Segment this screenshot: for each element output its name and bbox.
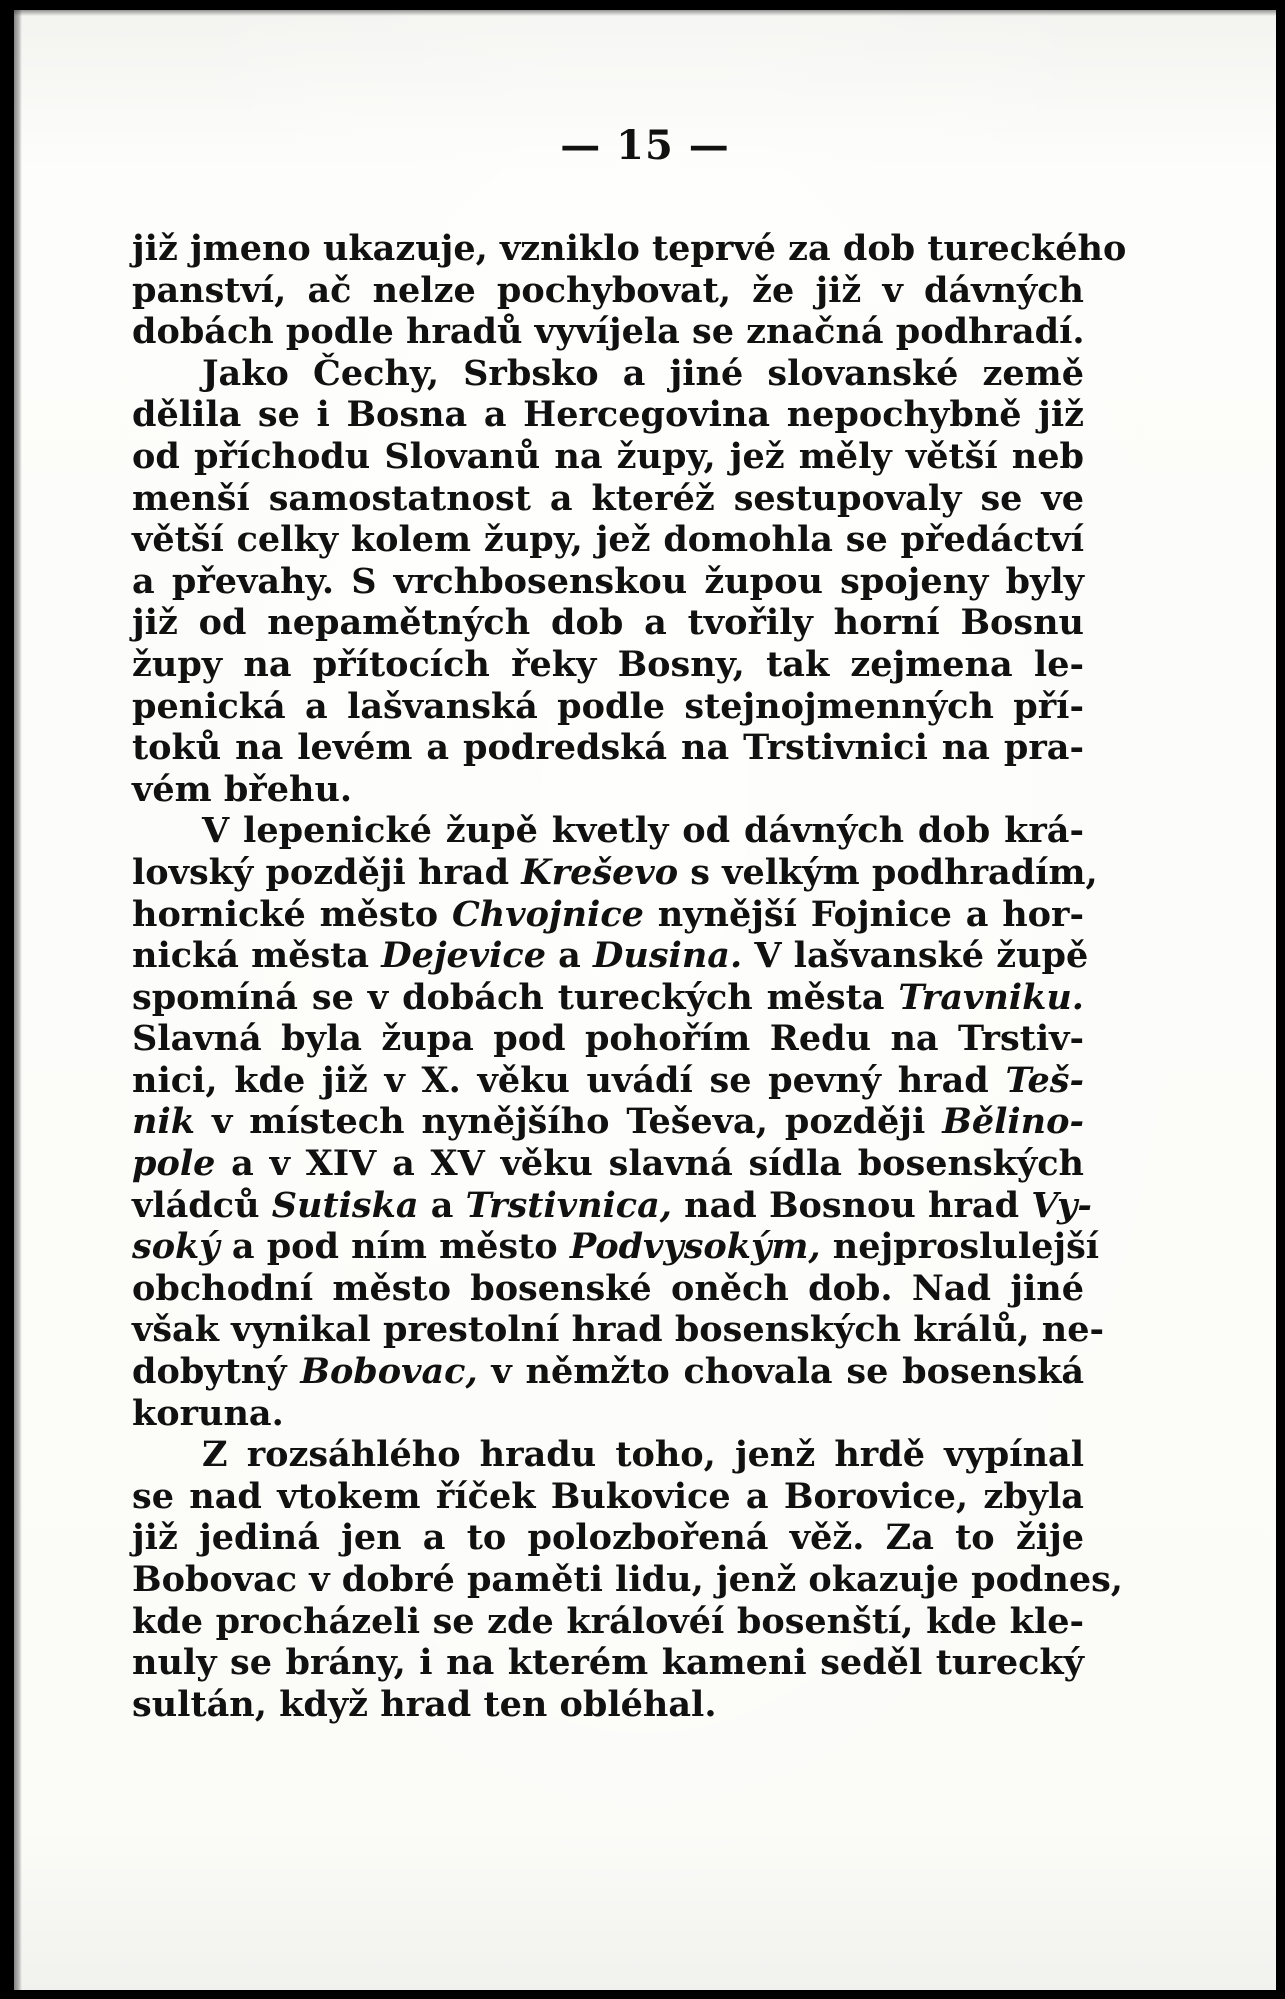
page-number: — 15 —	[560, 122, 730, 169]
italic-place-name: Bělino-	[942, 1101, 1084, 1143]
text-segment: koruna.	[132, 1392, 284, 1434]
text-segment: však vynikal prestolní hrad bosenských králů, ne-	[132, 1309, 1105, 1351]
text-segment: a	[418, 1184, 466, 1226]
text-line	[132, 228, 1127, 270]
text-line	[132, 1309, 1105, 1351]
text-segment: v místech nynějšího Teševa, později	[195, 1101, 943, 1143]
text-segment: nuly se brány, i na kterém kameni seděl turecký	[132, 1642, 1084, 1684]
text-line	[132, 1559, 1123, 1601]
text-line	[132, 686, 1084, 728]
text-segment: hornické město	[132, 893, 452, 935]
text-line	[132, 602, 1084, 644]
italic-place-name: Kreševo	[521, 851, 679, 893]
text-line	[132, 478, 1084, 520]
text-line	[132, 1184, 1092, 1227]
text-segment: V lepenické župě kvetly od dávných dob krá-	[202, 810, 1084, 852]
italic-place-name: nik	[132, 1101, 195, 1143]
italic-place-name: Dusina.	[593, 935, 743, 977]
paragraph	[132, 353, 1084, 811]
text-line	[132, 353, 1084, 395]
text-line	[132, 1268, 1084, 1310]
text-segment: od příchodu Slovanů na župy, jež měly větší neb	[132, 435, 1084, 477]
italic-place-name: Vy-	[1031, 1184, 1092, 1226]
italic-place-name: soký	[132, 1226, 220, 1268]
text-line	[132, 1476, 1084, 1518]
text-segment: dobytný	[132, 1351, 301, 1393]
italic-place-name: Chvojnice	[451, 893, 644, 935]
text-line	[132, 519, 1084, 561]
page-edge-shadow	[14, 10, 22, 1990]
text-line	[132, 561, 1084, 603]
italic-place-name: Sutiska	[271, 1184, 419, 1226]
paragraph	[132, 810, 1105, 1434]
text-segment: s velkým podhradím,	[678, 851, 1098, 893]
text-segment: spomíná se v dobách tureckých města	[132, 976, 899, 1018]
text-segment: V lašvanské župě	[742, 935, 1089, 977]
text-segment: v němžto chovala se bosenská	[477, 1351, 1084, 1393]
text-segment: dělila se i Bosna a Hercegovina nepochybně již	[132, 394, 1084, 436]
text-segment: dobách podle hradů vyvíjela se značná podhradí.	[132, 311, 1085, 353]
text-line	[132, 769, 1084, 811]
text-line	[132, 1642, 1084, 1684]
text-segment: vládců	[132, 1184, 272, 1226]
text-line	[132, 1101, 1084, 1143]
text-line	[132, 1018, 1084, 1060]
text-line	[132, 894, 1084, 936]
text-line	[132, 436, 1084, 478]
text-segment: Bobovac v dobré paměti lidu, jenž okazuje podnes,	[132, 1559, 1123, 1600]
italic-place-name: Dejevice	[381, 935, 546, 977]
italic-place-name: Bobovac,	[300, 1351, 478, 1393]
italic-place-name: Trstivnica,	[465, 1184, 672, 1226]
text-line	[132, 1351, 1084, 1393]
text-line	[132, 727, 1084, 769]
text-segment: obchodní město bosenské oněch dob. Nad jiné	[132, 1267, 1084, 1309]
text-segment: již jmeno ukazuje, vzniklo teprvé za dob tureckého	[132, 228, 1127, 269]
book-page	[14, 10, 1276, 1990]
body-text	[132, 228, 1127, 1725]
paragraph	[132, 228, 1127, 353]
italic-place-name: Teš-	[1005, 1059, 1084, 1101]
text-segment: a převahy. S vrchbosenskou župou spojeny byly	[132, 560, 1084, 602]
text-segment: menší samostatnost a kteréž sestupovaly se ve	[132, 477, 1084, 519]
text-line	[132, 1226, 1100, 1268]
text-segment: panství, ač nelze pochybovat, že již v dávných	[132, 269, 1084, 311]
text-segment: penická a lašvanská podle stejnojmenných pří-	[132, 685, 1084, 727]
text-line	[132, 1684, 1084, 1726]
text-segment: nici, kde již v X. věku uvádí se pevný hrad	[132, 1059, 1006, 1101]
text-segment: a pod ním město	[219, 1226, 570, 1268]
text-line	[132, 1143, 1084, 1185]
text-line	[132, 644, 1084, 686]
text-segment: již jediná jen a to polozbořená věž. Za to žije	[132, 1517, 1084, 1559]
text-line	[132, 851, 1098, 894]
text-segment: a	[545, 935, 594, 977]
text-line	[132, 1060, 1084, 1102]
text-segment: Z rozsáhlého hradu toho, jenž hrdě vypínal	[202, 1434, 1084, 1476]
text-segment: Jako Čechy, Srbsko a jiné slovanské země	[202, 352, 1084, 394]
text-segment: vém břehu.	[132, 768, 353, 810]
text-segment: se nad vtokem říček Bukovice a Borovice, zbyla	[132, 1475, 1084, 1517]
text-segment: toků na levém a podredská na Trstivnici na pra-	[132, 727, 1084, 769]
text-line	[132, 1517, 1084, 1559]
text-segment: nická města	[132, 935, 382, 977]
text-segment: nad Bosnou hrad	[672, 1184, 1032, 1226]
text-segment: nynější Fojnice a hor-	[643, 893, 1084, 935]
page-top-shadow	[14, 10, 1276, 16]
text-line	[132, 311, 1084, 353]
text-segment: větší celky kolem župy, jež domohla se předáctví	[132, 519, 1084, 561]
italic-place-name: pole	[132, 1143, 216, 1185]
text-segment: lovský později hrad	[132, 851, 522, 893]
text-line	[132, 977, 1084, 1019]
text-line	[132, 935, 1089, 977]
text-line	[132, 394, 1084, 436]
italic-place-name: Podvysokým,	[569, 1226, 821, 1268]
text-line	[132, 270, 1084, 312]
text-segment: Slavná byla župa pod pohořím Redu na Trstiv-	[132, 1018, 1084, 1060]
text-segment: sultán, když hrad ten obléhal.	[132, 1683, 717, 1725]
text-line	[132, 810, 1084, 852]
text-line	[132, 1601, 1084, 1643]
italic-place-name: Travniku.	[898, 976, 1084, 1018]
text-segment: župy na přítocích řeky Bosny, tak zejmena le-	[132, 643, 1084, 685]
text-segment: a v XIV a XV věku slavná sídla bosenských	[215, 1143, 1084, 1185]
text-line	[132, 1393, 1084, 1435]
text-line	[132, 1434, 1084, 1476]
paragraph	[132, 1434, 1123, 1725]
text-segment: kde procházeli se zde královéí bosenští, kde kle-	[132, 1600, 1084, 1642]
text-segment: již od nepamětných dob a tvořily horní Bosnu	[132, 602, 1084, 644]
text-segment: nejproslulejší	[820, 1226, 1100, 1268]
